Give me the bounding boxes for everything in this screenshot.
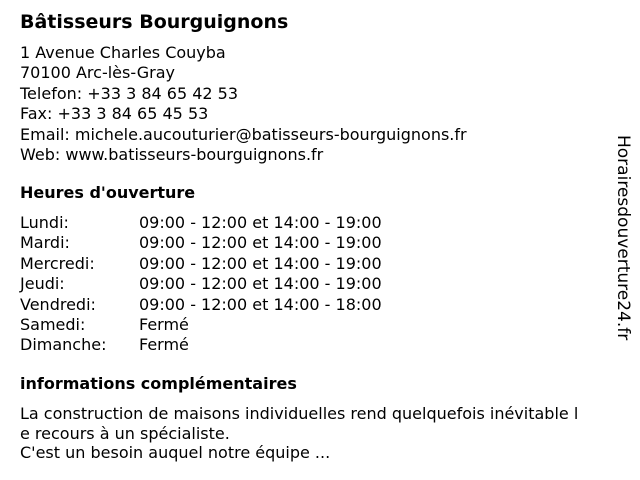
hours-day: Mercredi: <box>20 253 95 273</box>
hours-time: 09:00 - 12:00 et 14:00 - 18:00 <box>139 294 382 314</box>
fax-number: Fax: +33 3 84 65 45 53 <box>20 104 209 124</box>
business-description <box>20 404 625 463</box>
hours-time: 09:00 - 12:00 et 14:00 - 19:00 <box>139 213 382 232</box>
business-name: Bâtisseurs Bourguignons <box>20 11 289 33</box>
email-address: Email: michele.aucouturier@batisseurs-bourguignons.fr <box>20 124 467 144</box>
opening-hours-heading: Heures d'ouverture <box>20 183 196 202</box>
hours-day: Samedi: <box>20 314 86 334</box>
hours-time: 09:00 - 12:00 et 14:00 - 19:00 <box>139 274 382 294</box>
description-line: La construction de maisons individuelles rend quelquefois inévitable l <box>20 404 579 423</box>
address-line-1: 1 Avenue Charles Couyba <box>20 43 226 62</box>
description-line: C'est un besoin auquel notre équipe ... <box>20 443 331 462</box>
phone-number: Telefon: +33 3 84 65 42 53 <box>20 83 239 103</box>
side-brand-watermark <box>612 135 634 371</box>
contact-block <box>20 43 467 165</box>
additional-info-heading: informations complémentaires <box>20 374 297 393</box>
hours-day: Dimanche: <box>20 335 107 355</box>
hours-day: Jeudi: <box>20 274 65 294</box>
hours-time: Fermé <box>139 335 189 355</box>
website: Web: www.batisseurs-bourguignons.fr <box>20 145 324 165</box>
side-brand-text: Horairesdouverture24.fr <box>613 135 633 341</box>
hours-time: 09:00 - 12:00 et 14:00 - 19:00 <box>139 233 382 253</box>
hours-day: Mardi: <box>20 233 70 253</box>
address-line-2: 70100 Arc-lès-Gray <box>20 63 175 83</box>
hours-time: Fermé <box>139 314 189 334</box>
hours-day: Vendredi: <box>20 294 96 314</box>
description-line: e recours à un spécialiste. <box>20 423 230 443</box>
hours-time: 09:00 - 12:00 et 14:00 - 19:00 <box>139 253 382 273</box>
hours-day: Lundi: <box>20 213 69 232</box>
